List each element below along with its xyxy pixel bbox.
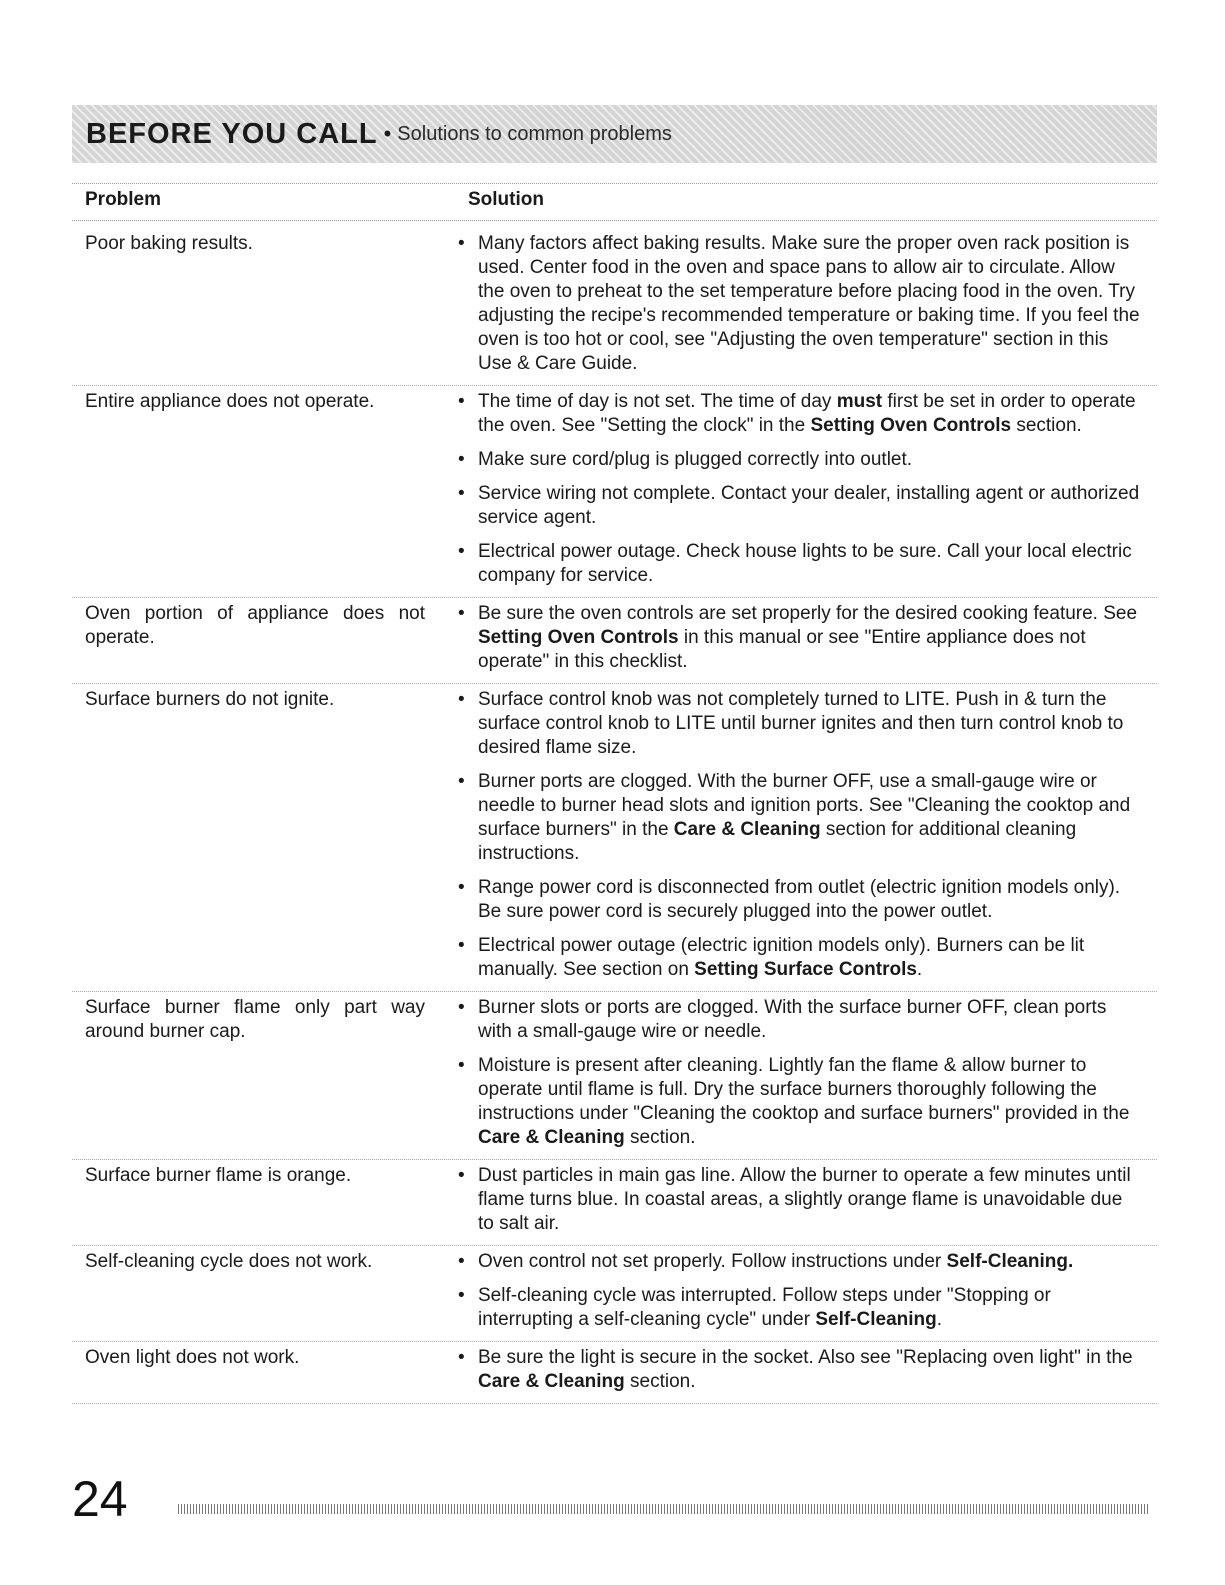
bullet-icon: • [458,771,465,792]
problem-text: Self-cleaning cycle does not work. [85,1251,373,1272]
solution-item [458,540,1143,588]
problem-text: Surface burners do not ignite. [85,689,335,710]
bold-reference: Care & Cleaning [478,1371,625,1392]
bullet-icon: • [458,935,465,956]
problem-text: Oven light does not work. [85,1347,300,1368]
problem-text: Poor baking results. [85,233,253,254]
solution-text: section. [1011,415,1082,436]
bullet-icon: • [458,233,465,254]
solution-text: Electrical power outage (electric ignition models only). Burners can be lit manually. See section on [478,935,1085,980]
solution-text: section. [624,1127,696,1148]
solution-list [458,992,1157,1159]
solution-text: The time of day is not set. The time of day [478,391,837,412]
bullet-icon: • [458,449,465,470]
bullet-icon: • [458,603,465,624]
solution-item [458,448,1143,472]
solution-text: section for additional cleaning instructions. [478,819,1077,864]
bold-reference: Setting Surface Controls [694,959,917,980]
table-row [72,1246,1157,1342]
solution-item [458,1250,1143,1274]
solution-item [458,1284,1143,1332]
problem-text: Surface burner flame only part way around burner cap. [85,997,425,1042]
bullet-icon: • [458,1285,465,1306]
problem-text: Oven portion of appliance does not operate. [85,603,425,648]
table-row [72,228,1157,386]
bullet-icon: • [458,1055,465,1076]
table-header [72,183,1157,221]
bullet-icon: • [458,689,465,710]
solution-item [458,482,1143,530]
solution-list [458,598,1157,683]
column-header-problem: Problem [85,189,162,210]
title-separator: • [383,121,392,146]
bold-reference: Self-Cleaning [815,1309,937,1330]
solution-text: Many factors affect baking results. Make sure the proper oven rack position is used. Center food in the oven and space pans to allow air to circulate. Allow the oven to preheat to the set temperature before placing food in the oven. Try adjusting the recipe's recommended temperature or baking time. If you feel the oven is too hot or cool, see "Adjusting the oven temperature" section in this Use & Care Guide. [478,233,1140,374]
bullet-icon: • [458,391,465,412]
solution-text: Be sure the oven controls are set properly for the desired cooking feature. See [478,603,1138,624]
solution-text: Be sure the light is secure in the socket. Also see "Replacing oven light" in the [478,1347,1133,1368]
solution-item [458,934,1143,982]
bullet-icon: • [458,1165,465,1186]
page-footer [72,1470,1157,1530]
bullet-icon: • [458,877,465,898]
solution-item [458,996,1143,1044]
solution-item [458,1054,1143,1150]
solution-item [458,688,1143,760]
solution-text: Surface control knob was not completely turned to LITE. Push in & turn the surface control knob to LITE until burner ignites and then turn control knob to desired flame size. [478,689,1124,758]
solution-text: Service wiring not complete. Contact your dealer, installing agent or authorized service agent. [478,483,1140,528]
solution-text: Oven control not set properly. Follow instructions under [478,1251,947,1272]
column-header-solution: Solution [468,189,544,210]
bold-reference: Self-Cleaning. [946,1251,1074,1272]
bullet-icon: • [458,1347,465,1368]
table-row [72,684,1157,992]
bold-reference: Setting Oven Controls [478,627,679,648]
bullet-icon: • [458,997,465,1018]
solution-text: Burner slots or ports are clogged. With the surface burner OFF, clean ports with a small-gauge wire or needle. [478,997,1107,1042]
solution-text: Make sure cord/plug is plugged correctly into outlet. [478,449,913,470]
solution-text: Electrical power outage. Check house lights to be sure. Call your local electric company for service. [478,541,1132,586]
table-row [72,1342,1157,1404]
solution-text: . [916,959,923,980]
problem-text: Surface burner flame is orange. [85,1165,352,1186]
table-row [72,598,1157,684]
solution-item [458,770,1143,866]
solution-text: Self-cleaning cycle was interrupted. Follow steps under "Stopping or interrupting a self-cleaning cycle" under [478,1285,1051,1330]
table-row [72,386,1157,598]
problem-text: Entire appliance does not operate. [85,391,375,412]
bold-reference: Setting Oven Controls [810,415,1012,436]
solution-text: . [936,1309,943,1330]
solution-text: Moisture is present after cleaning. Lightly fan the flame & allow burner to operate until flame is full. Dry the surface burners thoroughly following the instructions under "Cleaning the cooktop and surface burners" provided in the [478,1055,1130,1124]
solution-text: Dust particles in main gas line. Allow the burner to operate a few minutes until flame turns blue. In coastal areas, a slightly orange flame is unavoidable due to salt air. [478,1165,1131,1234]
solution-list [458,228,1157,385]
bold-reference: must [836,391,883,412]
solution-list [458,1160,1157,1245]
bullet-icon: • [458,541,465,562]
solution-list [458,386,1157,597]
table-row [72,1160,1157,1246]
bold-reference: Care & Cleaning [478,1127,625,1148]
solution-item [458,876,1143,924]
section-banner [72,105,1157,163]
solution-text: Range power cord is disconnected from outlet (electric ignition models only). Be sure power cord is securely plugged into the power outlet. [478,877,1121,922]
solution-text: in this manual or see "Entire appliance does not operate" in this checklist. [478,627,1086,672]
solution-item [458,602,1143,674]
solution-text: Burner ports are clogged. With the burner OFF, use a small-gauge wire or needle to burner head slots and ignition ports. See "Cleaning the cooktop and surface burners" in the [478,771,1131,840]
solution-item [458,1346,1143,1394]
footer-rule [178,1504,1148,1514]
page-title: BEFORE YOU CALL [86,117,378,150]
table-row [72,992,1157,1160]
solution-list [458,684,1157,991]
solution-item [458,1164,1143,1236]
bullet-icon: • [458,1251,465,1272]
solution-text: section. [624,1371,696,1392]
solution-item [458,390,1143,438]
solution-list [458,1246,1157,1341]
bold-reference: Care & Cleaning [673,819,821,840]
solution-list [458,1342,1157,1403]
page-number: 24 [72,1471,128,1527]
solution-item [458,232,1143,376]
bullet-icon: • [458,483,465,504]
page-subtitle: Solutions to common problems [397,122,672,145]
troubleshooting-table [72,228,1157,1404]
solution-text: first be set in order to operate the oven. See "Setting the clock" in the [478,391,1136,436]
